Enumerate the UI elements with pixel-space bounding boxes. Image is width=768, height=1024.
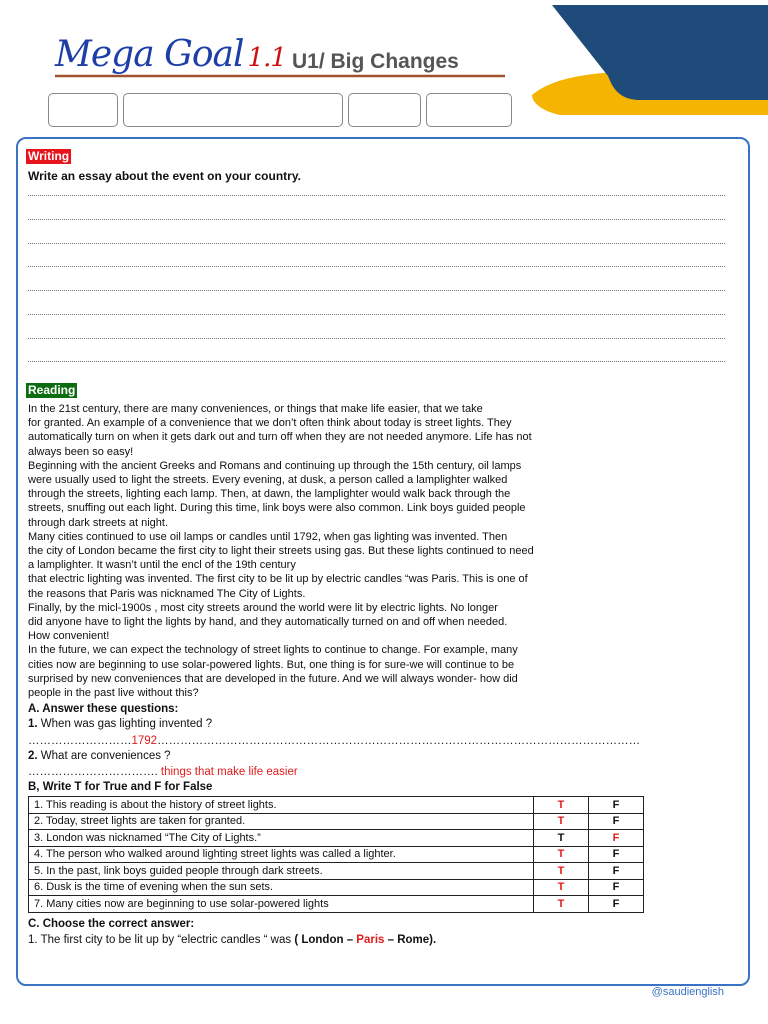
passage-line: cities now are beginning to use solar-powered lights. But, one thing is for sure-we will continue to be xyxy=(28,658,515,671)
tf-row xyxy=(29,879,644,896)
writing-line[interactable] xyxy=(28,243,725,244)
header-field-4[interactable] xyxy=(426,93,512,127)
tf-false-cell[interactable]: F xyxy=(589,797,644,814)
tf-true-cell[interactable]: T xyxy=(534,813,589,830)
passage-line: automatically turn on when it gets dark out and turn off when they are not needed anymore. Life has not xyxy=(28,431,532,444)
writing-line[interactable] xyxy=(28,314,725,315)
header-field-2[interactable] xyxy=(123,93,343,127)
writing-line[interactable] xyxy=(28,290,725,291)
tf-row xyxy=(29,846,644,863)
tf-row xyxy=(29,797,644,814)
writing-line[interactable] xyxy=(28,266,725,267)
answer-1: 1792 xyxy=(131,735,158,747)
footer-handle: @saudienglish xyxy=(651,986,724,998)
tf-false-cell[interactable]: F xyxy=(589,813,644,830)
answer-2: things that make life easier xyxy=(160,766,298,778)
passage-line: that electric lighting was invented. The first city to be lit up by electric candles “was Paris. This is one of xyxy=(28,573,528,586)
writing-line[interactable] xyxy=(28,195,725,196)
passage-line: In the 21st century, there are many conveniences, or things that make life easier, that we take xyxy=(28,403,483,415)
tf-true-cell[interactable]: T xyxy=(534,846,589,863)
unit-title: U1/ Big Changes xyxy=(292,50,459,73)
writing-line[interactable] xyxy=(28,338,725,339)
tf-statement: 6. Dusk is the time of evening when the sun sets. xyxy=(29,879,534,896)
passage-line: the reasons that Paris was nicknamed The City of Lights. xyxy=(28,587,306,600)
writing-line[interactable] xyxy=(28,219,725,220)
passage-line: streets, snuffing out each light. During this time, link boys were also common. Link boys guided people xyxy=(28,502,526,515)
passage-line: Many cities continued to use oil lamps or candles until 1792, when gas lighting was invented. Then xyxy=(28,530,508,543)
tf-statement: 5. In the past, link boys guided people through dark streets. xyxy=(29,863,534,880)
passage-line: a lamplighter. It wasn’t until the encl of the 19th century xyxy=(28,559,296,572)
reading-tag: Reading xyxy=(28,383,76,397)
passage-line: the city of London became the first city to light their streets using gas. But these lights continued to need xyxy=(28,545,534,558)
choice-answer: Paris xyxy=(356,934,385,946)
passage-line: always been so easy! xyxy=(28,445,134,458)
tf-false-cell[interactable]: F xyxy=(589,896,644,913)
writing-tag: Writing xyxy=(28,149,70,163)
tf-statement: 2. Today, street lights are taken for granted. xyxy=(29,813,534,830)
tf-false-cell[interactable]: F xyxy=(589,879,644,896)
tf-statement: 1. This reading is about the history of street lights. xyxy=(29,797,534,814)
passage-line: for granted. An example of a convenience that we don’t often think about today is street lights. They xyxy=(28,417,512,430)
passage-line: were usually used to light the streets. Every evening, at dusk, a person called a lamplighter walked xyxy=(28,474,508,487)
passage-line: Finally, by the micl-1900s , most city streets around the world were lit by electric lights. No longer xyxy=(28,601,498,614)
tf-true-cell[interactable]: T xyxy=(534,896,589,913)
question-1: 1. When was gas lighting invented ? xyxy=(28,718,213,730)
choice-question-1: 1. The first city to be lit up by “electric candles “ was ( London – Paris – Rome). xyxy=(28,934,437,946)
answer-1-line[interactable]: ………………………1792……………………………………………………………………………………………………………… xyxy=(28,735,641,747)
tf-true-cell[interactable]: T xyxy=(534,879,589,896)
tf-true-cell[interactable]: T xyxy=(534,797,589,814)
tf-row xyxy=(29,896,644,913)
tf-row xyxy=(29,830,644,847)
tf-statement: 7. Many cities now are beginning to use solar-powered lights xyxy=(29,896,534,913)
passage-line: people in the past live without this? xyxy=(28,687,199,700)
writing-line[interactable] xyxy=(28,361,725,362)
passage-line: through the streets, lighting each lamp. Then, at dawn, the lamplighter would walk back through the xyxy=(28,488,511,501)
section-a-heading: A. Answer these questions: xyxy=(28,703,179,715)
reading-passage xyxy=(28,402,648,700)
tf-statement: 3. London was nicknamed “The City of Lights.” xyxy=(29,830,534,847)
tf-false-cell[interactable]: F xyxy=(589,830,644,847)
true-false-table xyxy=(28,796,644,913)
answer-2-line[interactable]: ……………………………. things that make life easier xyxy=(28,766,298,778)
passage-line: did anyone have to light the lights by hand, and they automatically turned on and off when needed. xyxy=(28,616,508,629)
tf-row xyxy=(29,863,644,880)
section-b-heading: B, Write T for True and F for False xyxy=(28,781,213,793)
tf-false-cell[interactable]: F xyxy=(589,846,644,863)
question-2: 2. What are conveniences ? xyxy=(28,750,171,762)
passage-line: In the future, we can expect the technology of street lights to continue to change. For example, many xyxy=(28,644,518,657)
passage-line: surprised by new conveniences that are developed in the future. And we will always wonder- how did xyxy=(28,672,518,685)
passage-line: How convenient! xyxy=(28,630,110,643)
header-field-3[interactable] xyxy=(348,93,421,127)
passage-line: Beginning with the ancient Greeks and Romans and continuing up through the 15th century, oil lamps xyxy=(28,459,522,472)
writing-prompt: Write an essay about the event on your country. xyxy=(28,169,301,183)
passage-line: through dark streets at night. xyxy=(28,516,169,529)
tf-true-cell[interactable]: T xyxy=(534,863,589,880)
tf-statement: 4. The person who walked around lighting street lights was called a lighter. xyxy=(29,846,534,863)
tf-false-cell[interactable]: F xyxy=(589,863,644,880)
section-c-heading: C. Choose the correct answer: xyxy=(28,918,195,930)
mega-goal-logo: Mega Goal 1.1 xyxy=(55,34,286,75)
tf-true-cell[interactable]: T xyxy=(534,830,589,847)
tf-row xyxy=(29,813,644,830)
header-field-1[interactable] xyxy=(48,93,118,127)
